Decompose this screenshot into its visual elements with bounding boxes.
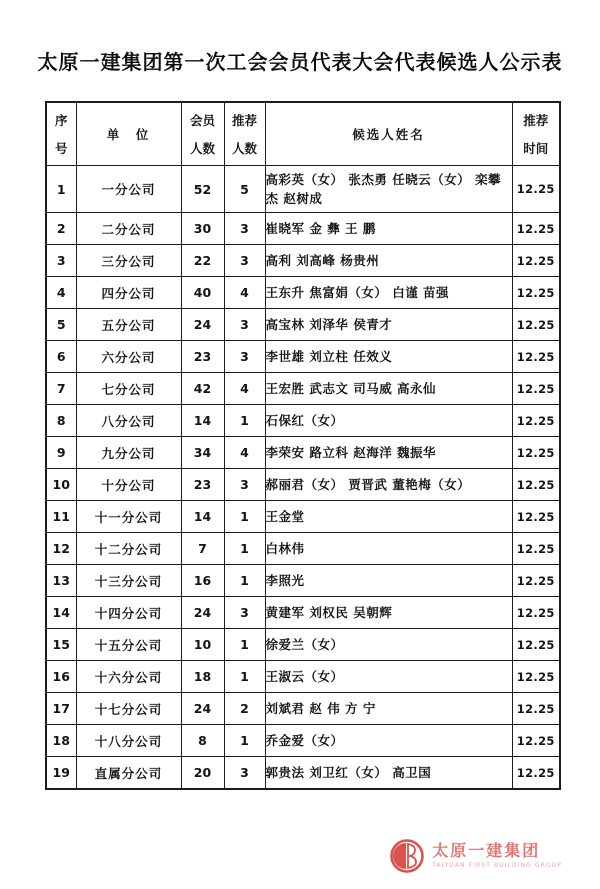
row-members: 16 — [181, 565, 224, 597]
row-candidates: 王淑云（女） — [265, 661, 512, 693]
row-members: 24 — [181, 693, 224, 725]
row-unit: 直属分公司 — [76, 757, 181, 790]
table-row — [46, 341, 560, 373]
row-seq: 14 — [46, 597, 76, 629]
row-candidates: 李照光 — [265, 565, 512, 597]
row-unit: 十三分公司 — [76, 565, 181, 597]
row-members: 23 — [181, 341, 224, 373]
row-candidates: 王金堂 — [265, 501, 512, 533]
row-time: 12.25 — [512, 597, 560, 629]
row-recommended: 3 — [224, 341, 265, 373]
row-recommended: 2 — [224, 693, 265, 725]
header-time-line1: 推荐 — [523, 113, 549, 128]
row-seq: 7 — [46, 373, 76, 405]
header-seq-line1: 序 — [54, 113, 68, 128]
row-candidates: 郝丽君（女） 贾晋武 董艳梅（女） — [265, 469, 512, 501]
table-row — [46, 405, 560, 437]
row-time: 12.25 — [512, 405, 560, 437]
row-unit: 十七分公司 — [76, 693, 181, 725]
row-unit: 一分公司 — [76, 166, 181, 213]
row-unit: 十六分公司 — [76, 661, 181, 693]
row-seq: 6 — [46, 341, 76, 373]
row-unit: 二分公司 — [76, 213, 181, 245]
row-seq: 10 — [46, 469, 76, 501]
row-unit: 七分公司 — [76, 373, 181, 405]
row-seq: 12 — [46, 533, 76, 565]
header-seq-line2: 号 — [54, 141, 68, 156]
row-seq: 1 — [46, 166, 76, 213]
row-unit: 四分公司 — [76, 277, 181, 309]
row-unit: 八分公司 — [76, 405, 181, 437]
row-recommended: 1 — [224, 533, 265, 565]
row-candidates: 王东升 焦富娟（女） 白谨 苗强 — [265, 277, 512, 309]
row-candidates: 高彩英（女） 张杰勇 任晓云（女） 栾攀杰 赵树成 — [265, 166, 512, 213]
table-row — [46, 245, 560, 277]
row-recommended: 1 — [224, 725, 265, 757]
row-unit: 十四分公司 — [76, 597, 181, 629]
row-seq: 9 — [46, 437, 76, 469]
row-time: 12.25 — [512, 469, 560, 501]
row-candidates: 高利 刘高峰 杨贵州 — [265, 245, 512, 277]
row-candidates: 李世雄 刘立柱 任效义 — [265, 341, 512, 373]
table-row — [46, 725, 560, 757]
header-recommended-line2: 人数 — [231, 141, 257, 156]
header-time-line2: 时间 — [523, 141, 549, 156]
row-members: 34 — [181, 437, 224, 469]
row-recommended: 1 — [224, 661, 265, 693]
table-row — [46, 213, 560, 245]
table-row — [46, 501, 560, 533]
row-candidates: 石保红（女） — [265, 405, 512, 437]
table-row — [46, 757, 560, 790]
row-unit: 十五分公司 — [76, 629, 181, 661]
row-members: 14 — [181, 405, 224, 437]
table-row — [46, 629, 560, 661]
row-members: 24 — [181, 309, 224, 341]
logo-name: 太原一建集团 — [432, 841, 541, 861]
row-members: 40 — [181, 277, 224, 309]
row-seq: 4 — [46, 277, 76, 309]
row-seq: 2 — [46, 213, 76, 245]
header-unit: 单 位 — [76, 102, 181, 166]
row-seq: 15 — [46, 629, 76, 661]
row-members: 52 — [181, 166, 224, 213]
row-unit: 六分公司 — [76, 341, 181, 373]
row-recommended: 1 — [224, 501, 265, 533]
row-time: 12.25 — [512, 309, 560, 341]
header-members — [181, 102, 224, 166]
row-unit: 九分公司 — [76, 437, 181, 469]
row-members: 24 — [181, 597, 224, 629]
row-recommended: 3 — [224, 309, 265, 341]
table-row — [46, 565, 560, 597]
table-row — [46, 597, 560, 629]
row-time: 12.25 — [512, 757, 560, 790]
row-seq: 13 — [46, 565, 76, 597]
candidates-table — [45, 101, 561, 790]
row-members: 23 — [181, 469, 224, 501]
table-row — [46, 309, 560, 341]
page-title: 太原一建集团第一次工会会员代表大会代表候选人公示表 — [37, 50, 563, 74]
row-candidates: 李荣安 路立科 赵海洋 魏振华 — [265, 437, 512, 469]
table-row — [46, 533, 560, 565]
row-unit: 十一分公司 — [76, 501, 181, 533]
logo-emblem-icon — [389, 838, 425, 874]
row-members: 42 — [181, 373, 224, 405]
row-time: 12.25 — [512, 501, 560, 533]
row-seq: 19 — [46, 757, 76, 790]
header-members-line2: 人数 — [189, 141, 215, 156]
header-recommended — [224, 102, 265, 166]
table-row — [46, 469, 560, 501]
row-time: 12.25 — [512, 437, 560, 469]
row-recommended: 3 — [224, 469, 265, 501]
row-time: 12.25 — [512, 629, 560, 661]
company-logo — [389, 838, 562, 874]
table-row — [46, 693, 560, 725]
row-seq: 8 — [46, 405, 76, 437]
header-seq — [46, 102, 76, 166]
row-recommended: 4 — [224, 277, 265, 309]
row-candidates: 郭贵法 刘卫红（女） 高卫国 — [265, 757, 512, 790]
row-recommended: 1 — [224, 565, 265, 597]
row-seq: 3 — [46, 245, 76, 277]
row-candidates: 徐爱兰（女） — [265, 629, 512, 661]
table-row — [46, 166, 560, 213]
row-candidates: 崔晓军 金 彝 王 鹏 — [265, 213, 512, 245]
row-recommended: 4 — [224, 373, 265, 405]
table-row — [46, 277, 560, 309]
row-time: 12.25 — [512, 533, 560, 565]
row-candidates: 王宏胜 武志文 司马威 高永仙 — [265, 373, 512, 405]
row-time: 12.25 — [512, 277, 560, 309]
row-candidates: 刘斌君 赵 伟 方 宁 — [265, 693, 512, 725]
row-unit: 十二分公司 — [76, 533, 181, 565]
row-members: 18 — [181, 661, 224, 693]
header-recommended-line1: 推荐 — [231, 113, 257, 128]
row-seq: 17 — [46, 693, 76, 725]
row-recommended: 1 — [224, 405, 265, 437]
row-recommended: 5 — [224, 166, 265, 213]
row-seq: 18 — [46, 725, 76, 757]
row-time: 12.25 — [512, 341, 560, 373]
row-time: 12.25 — [512, 725, 560, 757]
row-time: 12.25 — [512, 213, 560, 245]
row-recommended: 3 — [224, 597, 265, 629]
row-time: 12.25 — [512, 661, 560, 693]
row-members: 10 — [181, 629, 224, 661]
row-seq: 5 — [46, 309, 76, 341]
header-candidates: 候选人姓名 — [265, 102, 512, 166]
row-candidates: 高宝林 刘泽华 侯青才 — [265, 309, 512, 341]
row-time: 12.25 — [512, 565, 560, 597]
header-members-line1: 会员 — [189, 113, 215, 128]
table-row — [46, 437, 560, 469]
row-candidates: 乔金爱（女） — [265, 725, 512, 757]
header-time — [512, 102, 560, 166]
row-time: 12.25 — [512, 245, 560, 277]
row-recommended: 1 — [224, 629, 265, 661]
row-candidates: 黄建军 刘权民 吴朝辉 — [265, 597, 512, 629]
table-body — [46, 166, 560, 790]
row-unit: 十八分公司 — [76, 725, 181, 757]
row-members: 14 — [181, 501, 224, 533]
table-header — [46, 102, 560, 166]
logo-subtitle: TAIYUAN FIRST BUILDING GROUP — [432, 861, 562, 869]
row-members: 30 — [181, 213, 224, 245]
row-time: 12.25 — [512, 693, 560, 725]
row-seq: 11 — [46, 501, 76, 533]
row-unit: 十分公司 — [76, 469, 181, 501]
row-members: 8 — [181, 725, 224, 757]
row-time: 12.25 — [512, 166, 560, 213]
row-members: 22 — [181, 245, 224, 277]
row-seq: 16 — [46, 661, 76, 693]
table-row — [46, 661, 560, 693]
row-candidates: 白林伟 — [265, 533, 512, 565]
row-unit: 五分公司 — [76, 309, 181, 341]
row-members: 20 — [181, 757, 224, 790]
logo-text-block — [432, 842, 562, 869]
row-recommended: 3 — [224, 245, 265, 277]
row-recommended: 3 — [224, 213, 265, 245]
row-time: 12.25 — [512, 373, 560, 405]
table-row — [46, 373, 560, 405]
row-recommended: 4 — [224, 437, 265, 469]
row-members: 7 — [181, 533, 224, 565]
row-unit: 三分公司 — [76, 245, 181, 277]
row-recommended: 3 — [224, 757, 265, 790]
